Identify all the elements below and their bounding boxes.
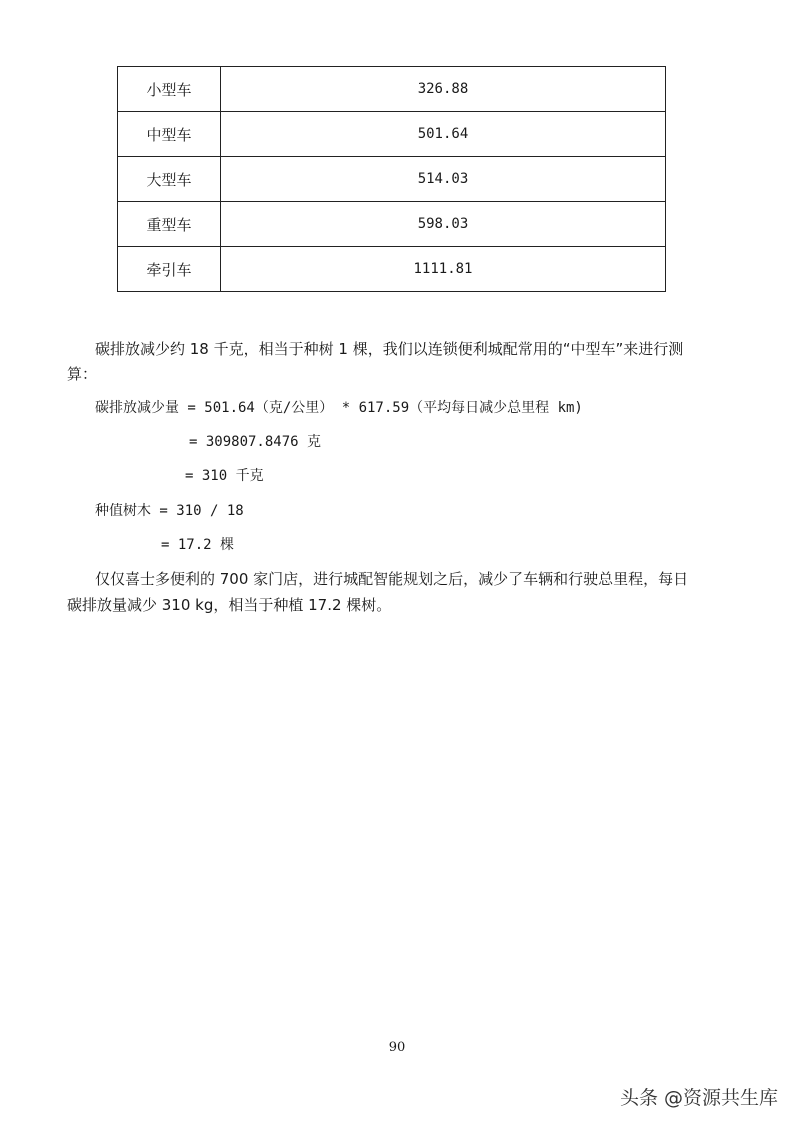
- emission-table: [117, 66, 666, 292]
- formula-trees: 种值树木 = 310 / 18: [95, 503, 244, 519]
- vehicle-type-cell: 中型车: [118, 112, 221, 157]
- emission-value-cell: 514.03: [221, 157, 666, 202]
- watermark: 头条 @资源共生库: [619, 1087, 778, 1109]
- table-row: [118, 247, 666, 292]
- table-row: [118, 67, 666, 112]
- formula-result-kg: = 310 千克: [185, 468, 264, 484]
- paragraph-1-line-1: 碳排放减少约 18 千克，相当于种树 1 棵，我们以连锁便利城配常用的“中型车”来进行测: [95, 340, 684, 358]
- table-row: [118, 112, 666, 157]
- emission-value-cell: 598.03: [221, 202, 666, 247]
- paragraph-1-line-2: 算：: [67, 365, 98, 383]
- vehicle-type-cell: 大型车: [118, 157, 221, 202]
- paragraph-2-line-1: 仅仅喜士多便利的 700 家门店，进行城配智能规划之后，减少了车辆和行驶总里程，每日: [95, 570, 689, 588]
- formula-carbon-reduction: 碳排放减少量 = 501.64（克/公里） * 617.59（平均每日减少总里程 km): [95, 400, 583, 416]
- vehicle-type-cell: 小型车: [118, 67, 221, 112]
- emission-value-cell: 1111.81: [221, 247, 666, 292]
- emission-value-cell: 501.64: [221, 112, 666, 157]
- table-row: [118, 157, 666, 202]
- page-number: 90: [388, 1040, 406, 1055]
- table-row: [118, 202, 666, 247]
- vehicle-type-cell: 牵引车: [118, 247, 221, 292]
- formula-trees-result: = 17.2 棵: [161, 537, 235, 553]
- vehicle-type-cell: 重型车: [118, 202, 221, 247]
- formula-result-grams: = 309807.8476 克: [189, 434, 322, 450]
- emission-value-cell: 326.88: [221, 67, 666, 112]
- paragraph-2-line-2: 碳排放量减少 310 kg，相当于种植 17.2 棵树。: [67, 596, 392, 614]
